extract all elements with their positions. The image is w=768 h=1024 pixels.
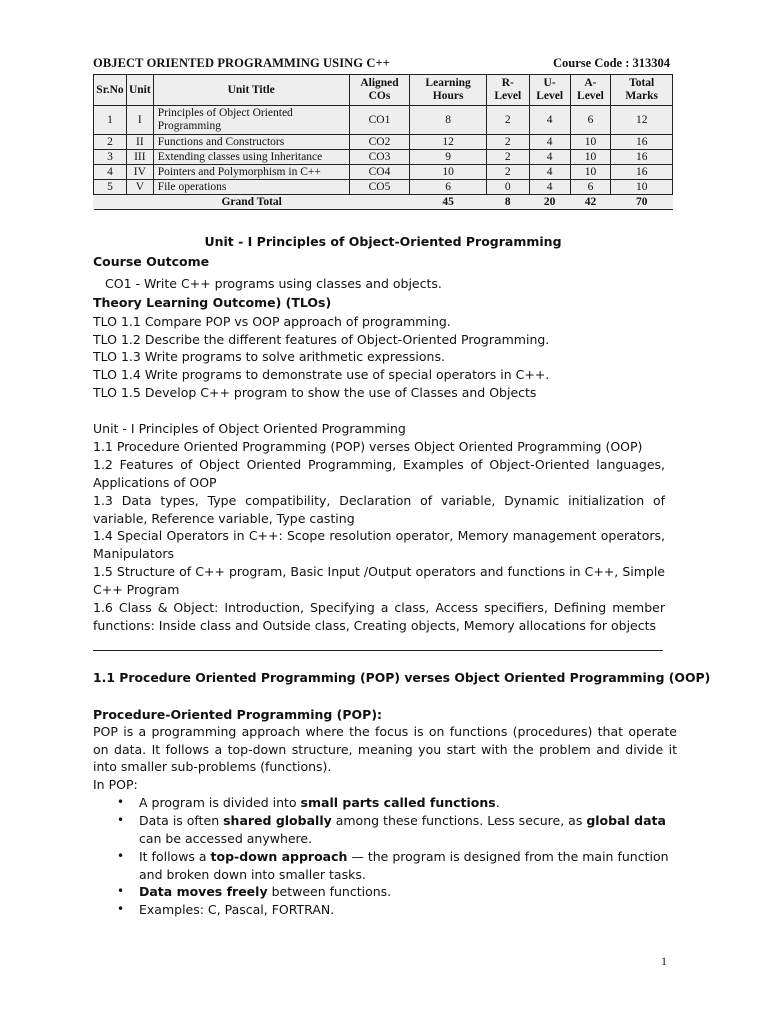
cell: 12 xyxy=(410,135,487,150)
in-pop-label: In POP: xyxy=(93,777,138,792)
cell: 10 xyxy=(410,165,487,180)
cell: Functions and Constructors xyxy=(153,135,349,150)
pop-subheading: Procedure-Oriented Programming (POP): xyxy=(93,707,383,722)
cell: 10 xyxy=(570,165,611,180)
cell: 16 xyxy=(611,150,673,165)
tlo-item: TLO 1.1 Compare POP vs OOP approach of programming. xyxy=(93,314,451,329)
bullet-glyph: • xyxy=(117,902,125,916)
tlo-heading: Theory Learning Outcome) (TLOs) xyxy=(93,295,332,310)
cell: 4 xyxy=(94,165,127,180)
pop-paragraph: POP is a programming approach where the focus is on functions (procedures) that operate on data. It follows a top-down structure, meaning you start with the problem and divide it into smaller sub-problems (functions). xyxy=(93,724,677,775)
cell: 8 xyxy=(410,106,487,135)
col-header: R-Level xyxy=(486,75,529,106)
cell: IV xyxy=(126,165,153,180)
cell: 10 xyxy=(570,135,611,150)
col-header: Total Marks xyxy=(611,75,673,106)
cell: 6 xyxy=(410,180,487,195)
cell: 9 xyxy=(410,150,487,165)
cell: III xyxy=(126,150,153,165)
unit-table xyxy=(93,74,673,210)
section-heading: 1.1 Procedure Oriented Programming (POP) verses Object Oriented Programming (OOP) xyxy=(93,670,711,685)
total-a: 42 xyxy=(570,195,611,210)
course-title: OBJECT ORIENTED PROGRAMMING USING C++ xyxy=(93,56,390,70)
col-header: Aligned COs xyxy=(349,75,410,106)
cell: V xyxy=(126,180,153,195)
table-row xyxy=(94,150,673,165)
cell: 4 xyxy=(529,165,570,180)
cell: Pointers and Polymorphism in C++ xyxy=(153,165,349,180)
bullet-glyph: • xyxy=(117,813,125,827)
cell: CO2 xyxy=(349,135,410,150)
unit-heading: Unit - I Principles of Object-Oriented Programming xyxy=(204,234,562,249)
page-number: 1 xyxy=(661,954,667,968)
grand-total-row xyxy=(94,195,673,210)
total-u: 20 xyxy=(529,195,570,210)
course-outcome-heading: Course Outcome xyxy=(93,254,210,269)
table-row xyxy=(94,106,673,135)
total-r: 8 xyxy=(486,195,529,210)
tlo-item: TLO 1.2 Describe the different features of Object-Oriented Programming. xyxy=(93,332,550,347)
col-header: U-Level xyxy=(529,75,570,106)
cell: 5 xyxy=(94,180,127,195)
course-outcome-text: CO1 - Write C++ programs using classes and objects. xyxy=(105,276,442,291)
syllabus-heading: Unit - I Principles of Object Oriented Programming xyxy=(93,421,406,436)
horizontal-divider xyxy=(93,650,663,651)
cell: 16 xyxy=(611,135,673,150)
cell: File operations xyxy=(153,180,349,195)
cell: 2 xyxy=(486,165,529,180)
table-row xyxy=(94,165,673,180)
total-hours: 45 xyxy=(410,195,487,210)
cell: 6 xyxy=(570,180,611,195)
cell: Extending classes using Inheritance xyxy=(153,150,349,165)
cell: 2 xyxy=(94,135,127,150)
tlo-item: TLO 1.4 Write programs to demonstrate use of special operators in C++. xyxy=(93,367,550,382)
syllabus-item: 1.4 Special Operators in C++: Scope resolution operator, Memory management operators, Manipulators xyxy=(93,528,665,561)
bullet-item: A program is divided into small parts called functions. xyxy=(139,795,500,810)
table-row xyxy=(94,180,673,195)
grand-total-label: Grand Total xyxy=(94,195,410,210)
cell: 3 xyxy=(94,150,127,165)
table-header-row xyxy=(94,75,673,106)
cell: 2 xyxy=(486,106,529,135)
cell: 0 xyxy=(486,180,529,195)
bullet-glyph: • xyxy=(117,849,125,863)
cell: 1 xyxy=(94,106,127,135)
tlo-item: TLO 1.5 Develop C++ program to show the use of Classes and Objects xyxy=(93,385,537,400)
bullet-item: Data is often shared globally among these functions. Less secure, as global data can be accessed anywhere. xyxy=(139,813,666,846)
cell: Principles of Object Oriented Programming xyxy=(153,106,349,135)
cell: 16 xyxy=(611,165,673,180)
cell: 6 xyxy=(570,106,611,135)
syllabus-item: 1.6 Class & Object: Introduction, Specifying a class, Access specifiers, Defining member functions: Inside class and Outside class, Creating objects, Memory allocations for objects xyxy=(93,600,665,633)
cell: CO5 xyxy=(349,180,410,195)
table-row xyxy=(94,135,673,150)
cell: 4 xyxy=(529,135,570,150)
cell: 10 xyxy=(611,180,673,195)
cell: CO4 xyxy=(349,165,410,180)
cell: 4 xyxy=(529,106,570,135)
cell: 10 xyxy=(570,150,611,165)
cell: 2 xyxy=(486,150,529,165)
bullet-glyph: • xyxy=(117,795,125,809)
cell: 4 xyxy=(529,180,570,195)
syllabus-item: 1.3 Data types, Type compatibility, Declaration of variable, Dynamic initialization of variable, Reference variable, Type casting xyxy=(93,493,665,526)
cell: CO1 xyxy=(349,106,410,135)
col-header: Sr.No xyxy=(94,75,127,106)
cell: 12 xyxy=(611,106,673,135)
course-code: Course Code : 313304 xyxy=(553,56,671,70)
cell: II xyxy=(126,135,153,150)
bullet-item: Data moves freely between functions. xyxy=(139,884,392,899)
col-header: Unit Title xyxy=(153,75,349,106)
syllabus-item: 1.5 Structure of C++ program, Basic Input /Output operators and functions in C++, Simple C++ Program xyxy=(93,564,665,597)
cell: 2 xyxy=(486,135,529,150)
total-marks: 70 xyxy=(611,195,673,210)
cell: 4 xyxy=(529,150,570,165)
cell: CO3 xyxy=(349,150,410,165)
bullet-item: It follows a top-down approach — the program is designed from the main function and broken down into smaller tasks. xyxy=(139,849,669,882)
tlo-item: TLO 1.3 Write programs to solve arithmetic expressions. xyxy=(93,349,445,364)
bullet-item: Examples: C, Pascal, FORTRAN. xyxy=(139,902,335,917)
syllabus-item: 1.2 Features of Object Oriented Programming, Examples of Object-Oriented languages, Applications of OOP xyxy=(93,457,665,490)
col-header: A-Level xyxy=(570,75,611,106)
col-header: Unit xyxy=(126,75,153,106)
col-header: Learning Hours xyxy=(410,75,487,106)
syllabus-item: 1.1 Procedure Oriented Programming (POP) verses Object Oriented Programming (OOP) xyxy=(93,439,643,454)
cell: I xyxy=(126,106,153,135)
bullet-glyph: • xyxy=(117,884,125,898)
